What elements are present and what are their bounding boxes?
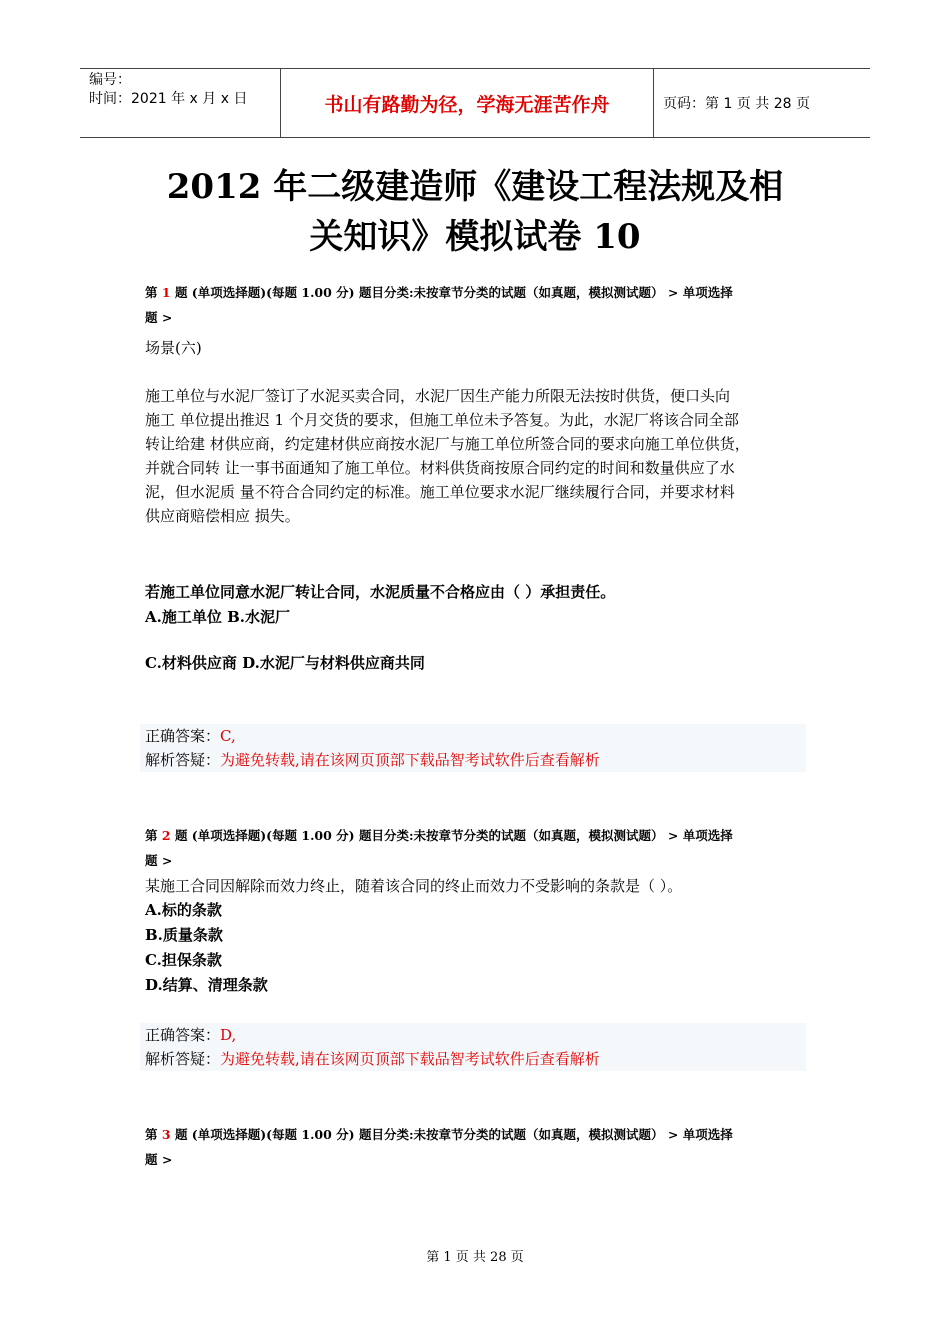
answer-label: 正确答案： — [145, 1026, 221, 1044]
question-number: 3 — [161, 1127, 171, 1142]
answer-label: 正确答案： — [145, 727, 221, 745]
header-page-info: 页码：第 1 页 共 28 页 — [663, 96, 810, 112]
question-1-stem: 若施工单位同意水泥厂转让合同，水泥质量不合格应由（ ）承担责任。 — [145, 583, 616, 601]
question-1-meta — [145, 280, 810, 330]
title-line-1: 2012 年二级建造师《建设工程法规及相 — [166, 167, 784, 207]
page-footer: 第 1 页 共 28 页 — [426, 1250, 524, 1265]
header-motto: 书山有路勤为径，学海无涯苦作舟 — [281, 69, 654, 137]
header-left — [80, 69, 281, 137]
option-a: A.标的条款 — [145, 901, 222, 919]
option-d: D.结算、清理条款 — [145, 976, 268, 994]
question-3-meta — [145, 1122, 810, 1172]
meta-line-2: 题 > — [145, 1152, 173, 1167]
question-1-option: C.材料供应商 D.水泥厂与材料供应商共同 — [145, 654, 425, 672]
paragraph-line: 转让给建 材供应商，约定建材供应商按水泥厂与施工单位所签合同的要求向施工单位供货， — [145, 435, 750, 453]
option-b: B.质量条款 — [145, 926, 223, 944]
meta-prefix: 第 — [145, 1127, 158, 1142]
question-1-option: A.施工单位 B.水泥厂 — [145, 608, 290, 626]
question-1-paragraph — [145, 384, 810, 528]
meta-line-2: 题 > — [145, 853, 173, 868]
code-label: 编号： — [89, 72, 131, 88]
paragraph-line: 施工单位与水泥厂签订了水泥买卖合同，水泥厂因生产能力所限无法按时供货，便口头向 — [145, 387, 731, 405]
meta-suffix: 题 (单项选择题)(每题 1.00 分) 题目分类:未按章节分类的试题（如真题，模拟测试题） > 单项选择 — [174, 1127, 733, 1142]
document-title — [100, 162, 850, 262]
question-2-meta — [145, 823, 810, 873]
paragraph-line: 并就合同转 让一事书面通知了施工单位。材料供货商按原合同约定的时间和数量供应了水 — [145, 459, 735, 477]
question-number: 2 — [161, 828, 171, 843]
option-c: C.担保条款 — [145, 951, 222, 969]
title-line-2: 关知识》模拟试卷 10 — [309, 217, 641, 257]
meta-suffix: 题 (单项选择题)(每题 1.00 分) 题目分类:未按章节分类的试题（如真题，模拟测试题） > 单项选择 — [174, 828, 733, 843]
page-header — [80, 68, 870, 138]
paragraph-line: 供应商赔偿相应 损失。 — [145, 507, 300, 525]
meta-suffix: 题 (单项选择题)(每题 1.00 分) 题目分类:未按章节分类的试题（如真题，模拟测试题） > 单项选择 — [174, 285, 733, 300]
analysis-label: 解析答疑： — [145, 1050, 221, 1068]
analysis-text: 为避免转载,请在该网页顶部下载品智考试软件后查看解析 — [220, 751, 600, 769]
answer-value: D, — [220, 1026, 237, 1044]
analysis-text: 为避免转载,请在该网页顶部下载品智考试软件后查看解析 — [220, 1050, 600, 1068]
question-2-stem: 某施工合同因解除而效力终止，随着该合同的终止而效力不受影响的条款是（ ）。 — [145, 877, 683, 895]
question-2-options — [145, 898, 810, 998]
question-2-answer-box — [140, 1023, 806, 1071]
meta-line-2: 题 > — [145, 310, 173, 325]
time-label: 时间：2021 年 x 月 x 日 — [89, 91, 248, 107]
meta-prefix: 第 — [145, 828, 158, 843]
answer-value: C, — [220, 727, 236, 745]
meta-prefix: 第 — [145, 285, 158, 300]
question-number: 1 — [161, 285, 171, 300]
paragraph-line: 泥，但水泥质 量不符合合同约定的标准。施工单位要求水泥厂继续履行合同，并要求材料 — [145, 483, 735, 501]
analysis-label: 解析答疑： — [145, 751, 221, 769]
question-1-scene: 场景(六) — [145, 339, 202, 357]
paragraph-line: 施工 单位提出推迟 1 个月交货的要求，但施工单位未予答复。为此，水泥厂将该合同全部 — [145, 411, 739, 429]
question-1-answer-box — [140, 724, 806, 772]
